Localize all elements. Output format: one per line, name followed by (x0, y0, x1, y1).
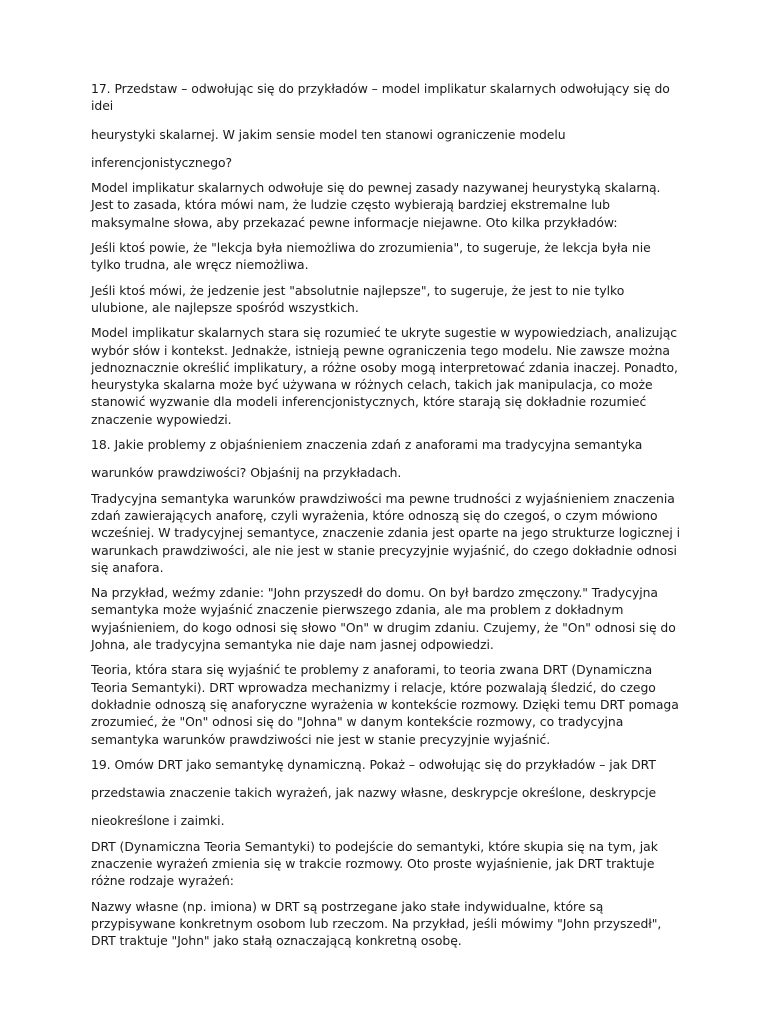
question-17-line-3: inferencjonistycznego? (91, 154, 233, 170)
answer-17-paragraph: Jeśli ktoś mówi, że jedzenie jest "absolutnie najlepsze", to sugeruje, że jest to nie tylko ulubione, ale najlepsze spośród wszystkich. (91, 282, 625, 315)
answer-19-paragraph: DRT (Dynamiczna Teoria Semantyki) to podejście do semantyki, które skupia się na tym, jak znaczenie wyrażeń zmienia się w trakcie rozmowy. Oto proste wyjaśnienie, jak DRT traktuje różne rodzaje wyrażeń: (91, 838, 658, 889)
answer-17-paragraph: Model implikatur skalarnych odwołuje się do pewnej zasady nazywanej heurystyką skalarną. Jest to zasada, która mówi nam, że ludzie często wybierają bardziej ekstremalne lub maksymalne słowa, aby przekazać pewne informacje niejawne. Oto kilka przykładów: (91, 180, 661, 230)
question-19-line-3: nieokreślone i zaimki. (91, 813, 225, 829)
answer-18-paragraph: Na przykład, weźmy zdanie: "John przyszedł do domu. On był bardzo zmęczony." Tradycyjna semantyka może wyjaśnić znaczenie pierwszego zdania, ale ma problem z dokładnym wyjaśnieniem, do kogo odnosi się słowo "On" w drugim zdaniu. Czujemy, że "On" odnosi się do Johna, ale tradycyjna semantyka nie daje nam jasnej odpowiedzi. (91, 585, 676, 653)
answer-17-paragraph: Jeśli ktoś powie, że "lekcja była niemożliwa do zrozumienia", to sugeruje, że lekcja była nie tylko trudna, ale wręcz niemożliwa. (91, 240, 651, 273)
question-19-line-1: 19. Omów DRT jako semantykę dynamiczną. Pokaż – odwołując się do przykładów – jak DRT (91, 756, 656, 772)
answer-18-paragraph: Teoria, która stara się wyjaśnić te problemy z anaforami, to teoria zwana DRT (Dynamiczna Teoria Semantyki). DRT wprowadza mechanizmy i relacje, które pozwalają śledzić, do czego dokładnie odnoszą się anaforyczne wyrażenia w kontekście rozmowy. Dzięki temu DRT pomaga zrozumieć, że "On" odnosi się do "Johna" w danym kontekście rozmowy, co tradycyjna semantyka warunków prawdziwości nie jest w stanie precyzyjnie wyjaśnić. (91, 662, 679, 747)
document-page (91, 80, 683, 957)
question-18-line-1: 18. Jakie problemy z objaśnieniem znaczenia zdań z anaforami ma tradycyjna semantyka (91, 437, 643, 453)
question-17-line-2: heurystyki skalarnej. W jakim sensie model ten stanowi ograniczenie modelu (91, 126, 566, 142)
answer-18-paragraph: Tradycyjna semantyka warunków prawdziwości ma pewne trudności z wyjaśnieniem znaczenia zdań zawierających anaforę, czyli wyrażenia, które odnoszą się do czegoś, o czym mówiono wcześniej. W tradycyjnej semantyce, znaczenie zdania jest oparte na jego strukturze logicznej i warunkach prawdziwości, ale nie jest w stanie precyzyjnie wyjaśnić, do czego dokładnie odnosi się anafora. (91, 490, 680, 575)
question-19-line-2: przedstawia znaczenie takich wyrażeń, jak nazwy własne, deskrypcje określone, deskrypcje (91, 785, 657, 801)
answer-17-paragraph: Model implikatur skalarnych stara się rozumieć te ukryte sugestie w wypowiedziach, analizując wybór słów i kontekst. Jednakże, istnieją pewne ograniczenia tego modelu. Nie zawsze można jednoznacznie określić implikatury, a różne osoby mogą interpretować zdania inaczej. Ponadto, heurystyka skalarna może być używana w różnych celach, takich jak manipulacja, co może stanowić wyzwanie dla modeli inferencjonistycznych, które starają się dokładnie rozumieć znaczenie wypowiedzi. (91, 325, 678, 427)
question-18-line-2: warunków prawdziwości? Objaśnij na przykładach. (91, 465, 402, 481)
question-17-line-1: 17. Przedstaw – odwołując się do przykładów – model implikatur skalarnych odwołujący się do idei (91, 81, 670, 114)
answer-19-paragraph: Nazwy własne (np. imiona) w DRT są postrzegane jako stałe indywidualne, które są przypisywane konkretnym osobom lub rzeczom. Na przykład, jeśli mówimy "John przyszedł", DRT traktuje "John" jako stałą oznaczającą konkretną osobę. (91, 898, 662, 949)
